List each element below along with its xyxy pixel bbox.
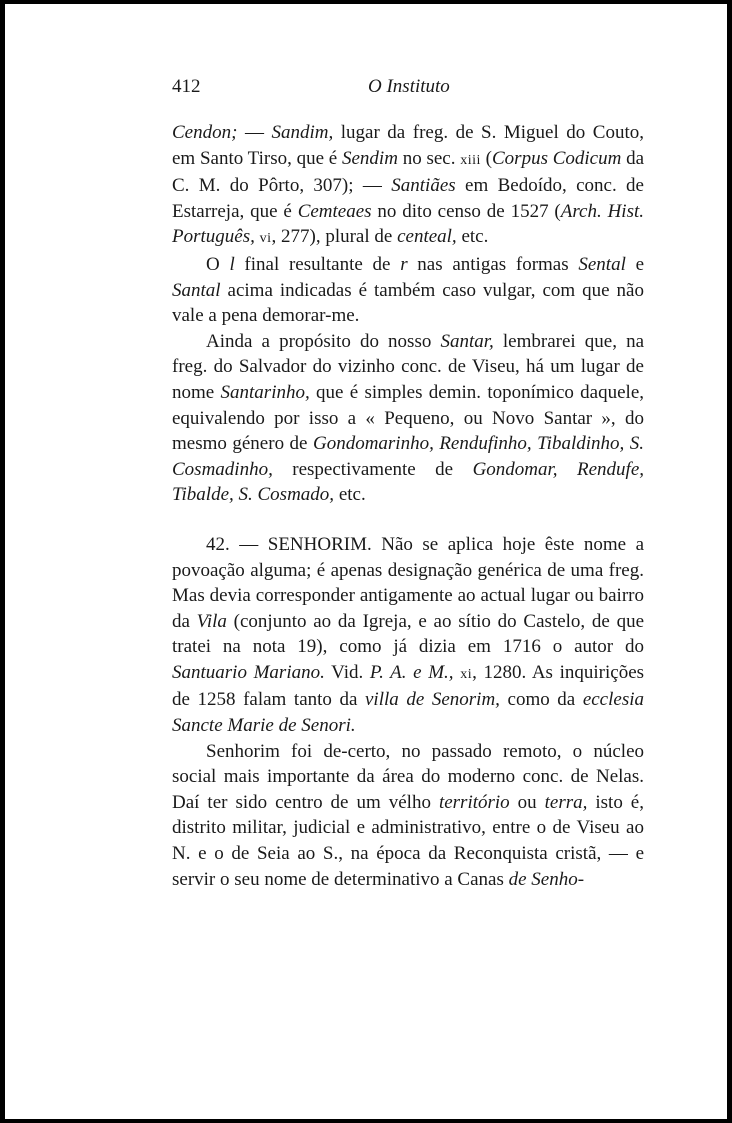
- text-run: , 277), plural de: [271, 226, 398, 248]
- page-number: 412: [172, 76, 201, 97]
- paragraph: [172, 739, 644, 893]
- italic-text: Santiães: [391, 175, 456, 197]
- text-run: ou: [509, 791, 545, 813]
- text-run: Vid.: [324, 661, 370, 683]
- italic-text: Santal: [172, 279, 221, 301]
- italic-text: Sental: [578, 253, 626, 275]
- text-run: nas antigas formas: [407, 253, 579, 275]
- text-run: como da: [499, 689, 583, 711]
- text-run: acima indicadas é também caso vulgar, com que não vale a pena demorar-me.: [172, 279, 644, 327]
- italic-text: Corpus Codicum: [492, 147, 622, 169]
- italic-text: Cemteaes: [297, 200, 372, 222]
- italic-text: Arch. Hist. Português,: [172, 200, 645, 248]
- italic-text: centeal,: [397, 226, 457, 248]
- running-title: O Instituto: [368, 76, 450, 97]
- italic-text: Gondomar, Rendufe, Tibalde, S. Cosmado,: [172, 458, 644, 506]
- text-run: e: [625, 253, 645, 275]
- italic-text: Santarinho,: [220, 381, 310, 403]
- text-run: (: [480, 147, 492, 169]
- text-run: O: [206, 253, 230, 275]
- italic-text: Santar,: [440, 330, 494, 352]
- italic-text: de Senho-: [508, 868, 585, 890]
- roman-numeral: xi: [460, 666, 473, 682]
- italic-text: Vila: [196, 610, 227, 632]
- italic-text: Cendon;: [172, 122, 238, 143]
- text-run: etc.: [456, 226, 489, 248]
- text-run: (conjunto ao da Igreja, e ao sítio do Castelo, de que tratei na nota 19), como já dizia em 1716 o autor do: [172, 610, 644, 658]
- text-run: que é simples demin. toponímico daquele, equivalendo por isso a « Pequeno, ou Novo Santar », do mesmo género de: [172, 381, 645, 455]
- italic-text: P. A. e M.,: [369, 661, 454, 683]
- text-run: no sec.: [397, 147, 461, 169]
- text-run: em Bedoído, conc. de Estarreja, que é: [172, 175, 644, 222]
- text-run: lembrarei que, na freg. do Salvador do vizinho conc. de Viseu, há um lugar de nome: [172, 330, 644, 403]
- paragraph: [172, 532, 644, 739]
- page-border-bottom: [0, 1119, 732, 1123]
- text-run: da C. M. do Pôrto, 307); —: [172, 147, 645, 197]
- text-run: isto é, distrito militar, judicial e administrativo, entre o de Viseu ao N. e o de Seia ao S., na época da Reconquista cristã, — e servir o seu nome de determinativo a Canas: [172, 791, 644, 890]
- page-border-top: [0, 0, 732, 4]
- text-run: respectivamente de: [272, 458, 473, 480]
- italic-text: r: [400, 253, 408, 275]
- text-run: 42. — SENHORIM. Não se aplica hoje êste nome a povoação alguma; é apenas designação genérica de uma freg. Mas devia corresponder antigamente ao actual lugar ou bairro da: [172, 533, 644, 632]
- text-run: final resultante de: [234, 253, 401, 275]
- page-border-left: [0, 0, 5, 1123]
- italic-text: villa de Senorim,: [365, 689, 500, 711]
- text-run: no dito censo de 1527 (: [371, 200, 561, 222]
- text-run: etc.: [334, 484, 366, 506]
- italic-text: l: [229, 253, 235, 275]
- roman-numeral: xiii: [460, 152, 481, 168]
- italic-text: Sendim: [342, 147, 398, 169]
- page-border-right: [727, 0, 732, 1123]
- page-header: [172, 76, 644, 102]
- italic-text: terra,: [544, 791, 588, 813]
- italic-text: território: [438, 791, 510, 813]
- paragraph: [172, 329, 644, 508]
- paragraph: [172, 252, 644, 329]
- italic-text: Santuario Mariano.: [172, 661, 325, 683]
- paragraph: [172, 120, 644, 252]
- text-run: —: [237, 122, 272, 143]
- text-run: lugar da freg. de S. Miguel do Couto, em Santo Tirso, que é: [172, 122, 644, 169]
- italic-text: Gondomarinho, Rendufinho, Tibaldinho, S. Cosmadinho,: [172, 433, 644, 480]
- text-run: Senhorim foi de-certo, no passado remoto, o núcleo social mais importante da área do moderno conc. de Nelas. Daí ter sido centro de um vélho: [172, 740, 644, 813]
- text-run: Ainda a propósito do nosso: [206, 330, 441, 352]
- roman-numeral: vi: [259, 231, 272, 247]
- italic-text: Sandim,: [271, 122, 334, 143]
- text-run: , 1280. As inquirições de 1258 falam tanto da: [172, 661, 645, 711]
- body-text: [172, 120, 644, 892]
- italic-text: ecclesia Sancte Marie de Senori.: [172, 689, 644, 737]
